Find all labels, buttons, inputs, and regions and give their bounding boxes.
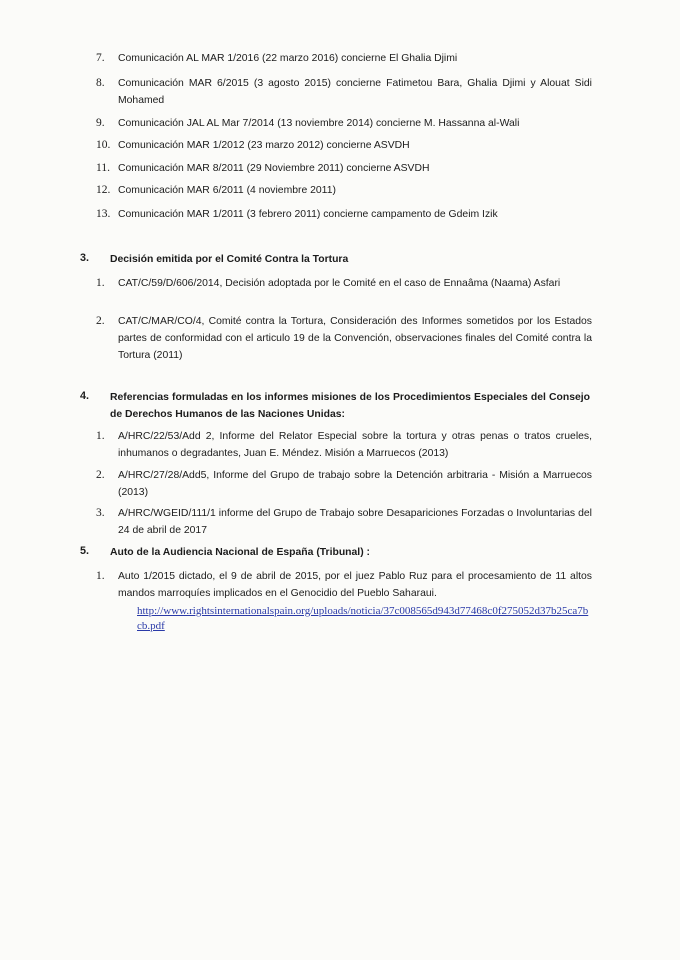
item-text: Auto 1/2015 dictado, el 9 de abril de 2015, por el juez Pablo Ruz para el procesamiento de 11 altos mandos marroquíes implicados en el Genocidio del Pueblo Saharaui.: [118, 571, 592, 599]
item-number: 1.: [96, 570, 105, 582]
list-item: [96, 206, 592, 223]
item-number: 1.: [96, 430, 105, 442]
item-text: CAT/C/MAR/CO/4, Comité contra la Tortura, Consideración des Informes sometidos por los Estados partes de conformidad con el articulo 19 de la Convención, observaciones finales del Comité contra la Tortura (2011): [118, 316, 592, 361]
list-item: [96, 137, 592, 154]
item-number: 3.: [96, 507, 105, 519]
item-text: Comunicación MAR 8/2011 (29 Noviembre 2011) concierne ASVDH: [118, 163, 430, 174]
item-text: Comunicación MAR 6/2015 (3 agosto 2015) concierne Fatimetou Bara, Ghalia Djimi y Alouat Sidi Mohamed: [118, 78, 592, 106]
item-text: A/HRC/27/28/Add5, Informe del Grupo de trabajo sobre la Detención arbitraria - Misión a Marruecos (2013): [118, 470, 592, 498]
item-number: 2.: [96, 315, 105, 327]
document-link[interactable]: http://www.rightsinternationalspain.org/uploads/noticia/37c008565d943d77468c0f275052d37b25ca7bcb.pdf: [137, 605, 589, 632]
item-text: A/HRC/22/53/Add 2, Informe del Relator Especial sobre la tortura y otras penas o tratos crueles, inhumanos o degradantes, Juan E. Méndez. Misión a Marruecos (2013): [118, 431, 592, 459]
item-number: 13.: [96, 208, 111, 220]
section-number: 3.: [80, 252, 90, 264]
list-item: [96, 50, 592, 67]
list-item: [96, 313, 592, 364]
item-number: 10.: [96, 139, 111, 151]
section-number: 4.: [80, 390, 90, 402]
item-number: 12.: [96, 184, 111, 196]
list-item: [96, 115, 592, 132]
item-number: 8.: [96, 77, 105, 89]
item-text: Comunicación AL MAR 1/2016 (22 marzo 2016) concierne El Ghalia Djimi: [118, 53, 458, 64]
item-number: 1.: [96, 277, 105, 289]
list-item: [96, 505, 592, 539]
item-number: 11.: [96, 162, 110, 174]
item-text: Comunicación MAR 1/2011 (3 febrero 2011) concierne campamento de Gdeim Izik: [118, 209, 498, 220]
section-title: Auto de la Audiencia Nacional de España (Tribunal) :: [110, 547, 370, 558]
section-title: Referencias formuladas en los informes misiones de los Procedimientos Especiales del Consejo de Derechos Humanos de las Naciones Unidas:: [110, 392, 590, 420]
item-number: 9.: [96, 117, 105, 129]
item-number: 2.: [96, 469, 105, 481]
list-item: [96, 428, 592, 462]
item-text: Comunicación MAR 6/2011 (4 noviembre 2011): [118, 185, 336, 196]
list-item: [96, 467, 592, 501]
item-text: Comunicación JAL AL Mar 7/2014 (13 noviembre 2014) concierne M. Hassanna al-Wali: [118, 118, 520, 129]
section-title: Decisión emitida por el Comité Contra la Tortura: [110, 254, 349, 265]
item-text: CAT/C/59/D/606/2014, Decisión adoptada por le Comité en el caso de Ennaâma (Naama) Asfari: [118, 278, 561, 289]
list-item: [96, 182, 592, 199]
list-item: [96, 160, 592, 177]
item-text: Comunicación MAR 1/2012 (23 marzo 2012) concierne ASVDH: [118, 140, 410, 151]
item-text: A/HRC/WGEID/111/1 informe del Grupo de Trabajo sobre Desapariciones Forzadas o Involuntarias del 24 de abril de 2017: [118, 508, 592, 536]
list-item: [96, 568, 592, 602]
list-item: [96, 75, 592, 109]
section-number: 5.: [80, 545, 90, 557]
item-number: 7.: [96, 52, 105, 64]
list-item: [96, 275, 592, 292]
